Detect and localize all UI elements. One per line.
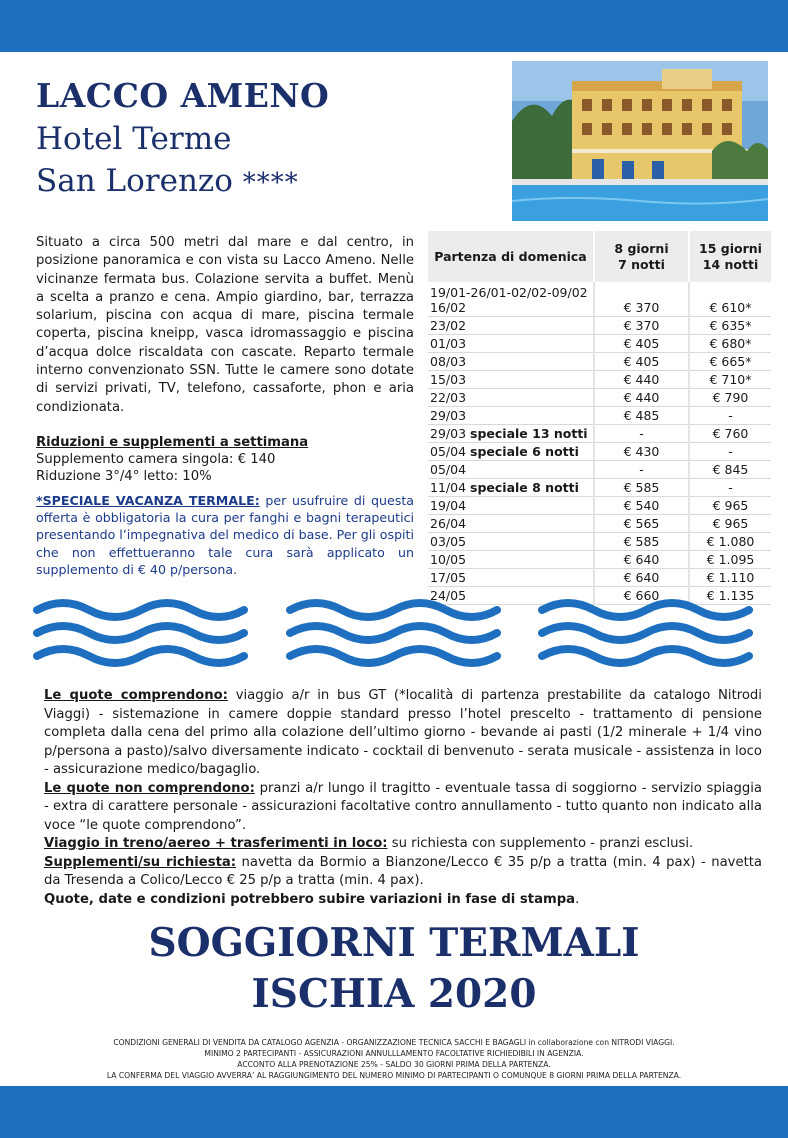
price-row-date-cell xyxy=(428,514,594,532)
price-row-special: speciale 13 notti xyxy=(470,425,588,441)
price-15-giorni: € 635* xyxy=(689,316,771,334)
price-row-special: speciale 8 notti xyxy=(470,479,579,495)
price-row-date-cell xyxy=(428,316,594,334)
header-8-giorni-line1: 8 giorni xyxy=(614,240,669,256)
price-row xyxy=(428,406,771,424)
price-15-giorni: € 965 xyxy=(689,514,771,532)
price-8-giorni: € 565 xyxy=(594,514,689,532)
price-row xyxy=(428,496,771,514)
comprendono-title: Le quote comprendono: xyxy=(44,688,228,703)
price-row-date: 19/01-26/01-02/02-09/02 xyxy=(430,284,588,300)
price-row-date: 23/02 xyxy=(430,317,467,333)
variazioni-note: Quote, date e condizioni potrebbero subire variazioni in fase di stampa. xyxy=(44,891,580,907)
price-row-special: speciale 6 notti xyxy=(470,443,579,459)
header-8-giorni-line2: 7 notti xyxy=(618,256,665,272)
fine-print-line4: LA CONFERMA DEL VIAGGIO AVVERRA’ AL RAGGIUNGIMENTO DEL NUMERO MINIMO DI PARTECIPANTI O COMUNQUE 8 GIORNI PRIMA DELLA PARTENZA. xyxy=(106,1071,682,1080)
price-8-giorni: € 640 xyxy=(594,550,689,568)
price-row-date-cell xyxy=(428,406,594,424)
price-15-giorni: - xyxy=(689,406,771,424)
price-row xyxy=(428,442,771,460)
quote-non-comprendono xyxy=(44,780,762,836)
price-row-date-cell xyxy=(428,334,594,352)
speciale-title: *SPECIALE VACANZA TERMALE: xyxy=(36,493,260,508)
price-row-date-cell xyxy=(428,442,594,460)
fine-print-line1: CONDIZIONI GENERALI DI VENDITA DA CATALOGO AGENZIA - ORGANIZZAZIONE TECNICA SACCHI E BAGAGLI in collaborazione con NITRODI VIAGGI. xyxy=(113,1038,675,1047)
soggiorni-termali-title: SOGGIORNI TERMALI xyxy=(148,920,640,966)
price-row-date: 03/05 xyxy=(430,533,467,549)
supplementi-title: Supplementi/su richiesta: xyxy=(44,854,237,870)
price-row xyxy=(428,370,771,388)
bottom-blue-band xyxy=(0,1086,788,1138)
price-15-giorni: € 665* xyxy=(689,352,771,370)
price-15-giorni: € 680* xyxy=(689,334,771,352)
hotel-name-line2 xyxy=(36,160,486,204)
price-8-giorni: € 540 xyxy=(594,496,689,514)
price-row xyxy=(428,532,771,550)
price-table-header xyxy=(428,231,771,282)
price-table xyxy=(428,231,771,605)
price-8-giorni: € 585 xyxy=(594,478,689,496)
price-row-date-cell xyxy=(428,568,594,586)
price-row xyxy=(428,334,771,352)
price-row xyxy=(428,424,771,442)
price-row-date: 22/03 xyxy=(430,389,467,405)
non-comprendono-title: Le quote non comprendono: xyxy=(44,780,255,796)
price-8-giorni: € 440 xyxy=(594,370,689,388)
price-row-date-cell xyxy=(428,370,594,388)
location-title: LACCO AMENO xyxy=(36,76,330,115)
hotel-photo xyxy=(512,61,768,221)
viaggio-text: su richiesta con supplemento - pranzi esclusi. xyxy=(391,836,694,851)
price-row xyxy=(428,282,771,316)
viaggio-treno-aereo xyxy=(44,835,762,854)
price-row-date-cell xyxy=(428,532,594,550)
price-row-date: 24/05 xyxy=(430,587,467,603)
hotel-description: Situato a circa 500 metri dal mare e dal centro, in posizione panoramica e con vista su Lacco Ameno. Nelle vicinanze fermata bus. Colazione servita a buffet. Menù a scelta a pranzo e cena. Ampio giardino, bar, terrazza solarium, piscina con acqua di mare, piscina termale coperta, piscina kneipp, vasca idromassaggio e piscina d’acqua dolce riscaldata con cascate. Reparto termale interno convenzionato SSN. Tutte le camere sono dotate di servizi privati, TV, telefono, cassaforte, phon e aria condizionata. xyxy=(36,235,414,415)
fine-print-line3: ACCONTO ALLA PRENOTAZIONE 25% - SALDO 30 GIORNI PRIMA DELLA PARTENZA. xyxy=(237,1060,551,1069)
price-15-giorni: - xyxy=(689,442,771,460)
price-row-date-cell xyxy=(428,478,594,496)
price-row-date: 29/03 xyxy=(430,407,467,423)
price-row-date: 15/03 xyxy=(430,371,467,387)
hotel-name-line1: Hotel Terme xyxy=(36,121,232,157)
price-row xyxy=(428,568,771,586)
comprendono-text: viaggio a/r in bus GT (*località di partenza prestabilite da catalogo Nitrodi Viaggi) - sistemazione in camere doppie standard presso l’hotel prescelto - trattamento di pensione completa dalla cena del primo alla colazione dell’ultimo giorno - bevande ai pasti (1/2 minerale + 1/4 vino p/persona a pasto)/salvo diversamente indicato - cocktail di benvenuto - serata musicale - assistenza in loco - assicurazione medico/bagaglio. xyxy=(44,688,762,777)
price-8-giorni: € 585 xyxy=(594,532,689,550)
price-row-date: 01/03 xyxy=(430,335,467,351)
hotel-name-text: San Lorenzo xyxy=(36,163,233,199)
price-15-giorni: € 790 xyxy=(689,388,771,406)
riduzioni-section xyxy=(36,434,414,485)
fine-print-line2: MINIMO 2 PARTECIPANTI - ASSICURAZIONI ANNULLLAMENTO FACOLTATIVE RICHIEDIBILI IN AGENZIA. xyxy=(204,1049,584,1058)
price-row-date-cell xyxy=(428,460,594,478)
price-15-giorni: € 845 xyxy=(689,460,771,478)
price-row-date: 29/03 xyxy=(430,425,467,441)
price-row-date-second-line: 16/02 xyxy=(430,299,467,315)
conditions-section xyxy=(44,687,762,909)
wave-decoration-center xyxy=(286,598,501,668)
riduzioni-title: Riduzioni e supplementi a settimana xyxy=(36,435,309,450)
riduzioni-line-singola: Supplemento camera singola: € 140 xyxy=(36,452,276,467)
price-row-date-cell xyxy=(428,496,594,514)
ischia-2020-title: ISCHIA 2020 xyxy=(251,971,537,1017)
price-row-date: 26/04 xyxy=(430,515,467,531)
price-15-giorni: € 710* xyxy=(689,370,771,388)
price-row xyxy=(428,460,771,478)
wave-decoration-right xyxy=(538,598,753,668)
price-row-date: 17/05 xyxy=(430,569,467,585)
fine-print xyxy=(20,1037,768,1081)
header-15-giorni-line1: 15 giorni xyxy=(699,240,762,256)
price-8-giorni: € 440 xyxy=(594,388,689,406)
price-8-giorni: € 405 xyxy=(594,334,689,352)
price-row xyxy=(428,514,771,532)
price-8-giorni: - xyxy=(594,424,689,442)
price-row xyxy=(428,352,771,370)
price-table-body xyxy=(428,282,771,604)
hotel-photo-illustration xyxy=(512,61,768,221)
price-8-giorni: € 405 xyxy=(594,352,689,370)
price-row-date: 05/04 xyxy=(430,443,467,459)
price-8-giorni: - xyxy=(594,460,689,478)
top-blue-band xyxy=(0,0,788,52)
price-15-giorni: € 1.080 xyxy=(689,532,771,550)
price-row-date-cell xyxy=(428,388,594,406)
price-row xyxy=(428,388,771,406)
price-8-giorni: € 485 xyxy=(594,406,689,424)
price-row-date: 11/04 xyxy=(430,479,467,495)
header-15-giorni-line2: 14 notti xyxy=(702,256,759,272)
price-row-date-cell xyxy=(428,550,594,568)
price-row xyxy=(428,550,771,568)
price-row xyxy=(428,478,771,496)
hotel-stars: **** xyxy=(242,168,299,198)
price-15-giorni: - xyxy=(689,478,771,496)
non-comprendono-text: pranzi a/r lungo il tragitto - eventuale tassa di soggiorno - servizio spiaggia - extra di carattere personale - assicurazioni facoltative contro annullamento - tutto quanto non indicato alla voce “le quote comprendono”. xyxy=(44,780,762,833)
supplementi-text: navetta da Bormio a Bianzone/Lecco € 35 p/p a tratta (min. 4 pax) - navetta da Tresenda a Colico/Lecco € 25 p/p a tratta (min. 4 pax). xyxy=(44,854,763,888)
price-row-date: 19/04 xyxy=(430,497,467,513)
price-8-giorni: € 640 xyxy=(594,568,689,586)
price-15-giorni: € 1.135 xyxy=(689,586,771,604)
price-8-giorni: € 370 xyxy=(594,316,689,334)
quote-comprendono xyxy=(44,687,762,780)
price-8-giorni: € 370 xyxy=(594,282,689,316)
price-row-date-cell xyxy=(428,352,594,370)
riduzioni-line-letto: Riduzione 3°/4° letto: 10% xyxy=(36,469,212,484)
price-row-date: 08/03 xyxy=(430,353,467,369)
hotel-title-block xyxy=(36,74,486,204)
price-row-date-cell xyxy=(428,282,594,316)
viaggio-title: Viaggio in treno/aereo + trasferimenti in loco: xyxy=(44,836,388,851)
header-partenza: Partenza di domenica xyxy=(428,231,594,282)
price-15-giorni: € 760 xyxy=(689,424,771,442)
price-row-date: 05/04 xyxy=(430,461,467,477)
price-row xyxy=(428,316,771,334)
price-15-giorni: € 965 xyxy=(689,496,771,514)
price-15-giorni: € 610* xyxy=(689,282,771,316)
speciale-section xyxy=(36,492,414,578)
price-15-giorni: € 1.110 xyxy=(689,568,771,586)
price-15-giorni: € 1.095 xyxy=(689,550,771,568)
price-8-giorni: € 430 xyxy=(594,442,689,460)
header-15-giorni xyxy=(689,231,771,282)
variazioni-text: Quote, date e condizioni potrebbero subire variazioni in fase di stampa xyxy=(44,891,576,907)
price-row-date: 10/05 xyxy=(430,551,467,567)
supplementi-richiesta xyxy=(44,854,762,891)
price-row-date-cell xyxy=(428,424,594,442)
price-8-giorni: € 660 xyxy=(594,586,689,604)
wave-decoration-left xyxy=(33,598,248,668)
speciale-text: per usufruire di questa offerta è obbligatoria la cura per fanghi e bagni terapeutici presentando l’impegnativa del medico di base. Per gli ospiti che non effettueranno tale cura sarà applicato un supplemento di € 40 p/persona. xyxy=(36,493,414,577)
header-8-giorni xyxy=(594,231,689,282)
